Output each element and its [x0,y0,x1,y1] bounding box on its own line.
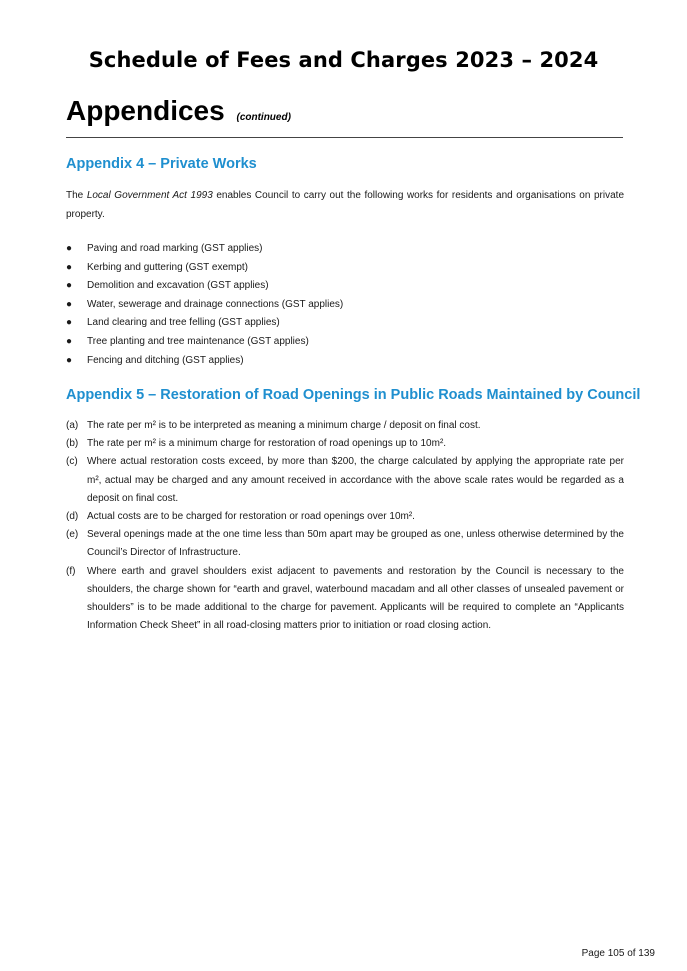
bullet-icon: ● [66,354,73,366]
list-item [66,526,624,562]
intro-act-name: Local Government Act 1993 [86,190,213,201]
list-item [66,296,624,315]
item-label: (e) [66,529,79,541]
page-number: Page 105 of 139 [581,948,655,959]
section-suffix: (continued) [236,112,291,123]
list-item-text: Tree planting and tree maintenance (GST applies) [87,335,309,347]
item-text: Where earth and gravel shoulders exist adjacent to pavements and restoration by the Council is necessary to the shoulders, the charge shown for “earth and gravel, waterbound macadam and all other classes of unsealed pavement or shoulders” is to be made additional to the charge for pavement. Applicants will be required to complete an “Applicants Information Check Sheet” in all road-closing matters prior to initiation or road closing action. [87,565,624,632]
list-item-text: Land clearing and tree felling (GST applies) [87,317,280,329]
list-item-text: Fencing and ditching (GST applies) [87,354,244,366]
list-item [66,417,624,435]
intro-rest: enables Council to carry out the following works for residents and organisations on private property. [66,190,625,220]
list-item [66,563,624,636]
section-heading [66,95,291,127]
bullet-icon: ● [66,317,73,329]
item-text: The rate per m² is a minimum charge for restoration of road openings up to 10m². [87,438,447,450]
appendix-4-intro [66,186,624,224]
list-item [66,259,624,278]
private-works-list [66,240,624,370]
appendix-4-title: Appendix 4 – Private Works [66,156,257,172]
item-text: Where actual restoration costs exceed, by more than $200, the charge calculated by applying the appropriate rate per m², actual may be charged and any amount received in accordance with the above scale rates would be regarded as a deposit on final cost. [87,456,624,504]
bullet-icon: ● [66,335,73,347]
list-item [66,453,624,508]
road-openings-list [66,417,624,635]
list-item [66,435,624,453]
item-label: (c) [66,456,78,468]
section-title: Appendices [66,95,225,126]
list-item-text: Demolition and excavation (GST applies) [87,280,269,292]
heading-divider [66,137,623,138]
list-item [66,508,624,526]
intro-prefix: The [66,190,87,201]
list-item [66,352,624,371]
list-item [66,240,624,259]
bullet-icon: ● [66,280,73,292]
item-text: Several openings made at the one time less than 50m apart may be grouped as one, unless otherwise determined by the Council’s Director of Infrastructure. [87,529,624,559]
appendix-5-title: Appendix 5 – Restoration of Road Openings in Public Roads Maintained by Council [66,387,641,403]
list-item-text: Water, sewerage and drainage connections (GST applies) [87,298,344,310]
item-label: (f) [66,565,76,577]
item-label: (d) [66,511,79,523]
item-label: (a) [66,420,79,431]
bullet-icon: ● [66,261,73,273]
item-text: Actual costs are to be charged for restoration or road openings over 10m². [87,511,415,523]
list-item [66,314,624,333]
list-item-text: Kerbing and guttering (GST exempt) [87,261,249,273]
list-item-text: Paving and road marking (GST applies) [87,243,263,254]
document-title: Schedule of Fees and Charges 2023 – 2024 [88,48,599,72]
bullet-icon: ● [66,298,73,310]
item-label: (b) [66,438,79,450]
list-item [66,277,624,296]
list-item [66,333,624,352]
bullet-icon: ● [66,243,73,254]
item-text: The rate per m² is to be interpreted as meaning a minimum charge / deposit on final cost. [87,420,481,431]
